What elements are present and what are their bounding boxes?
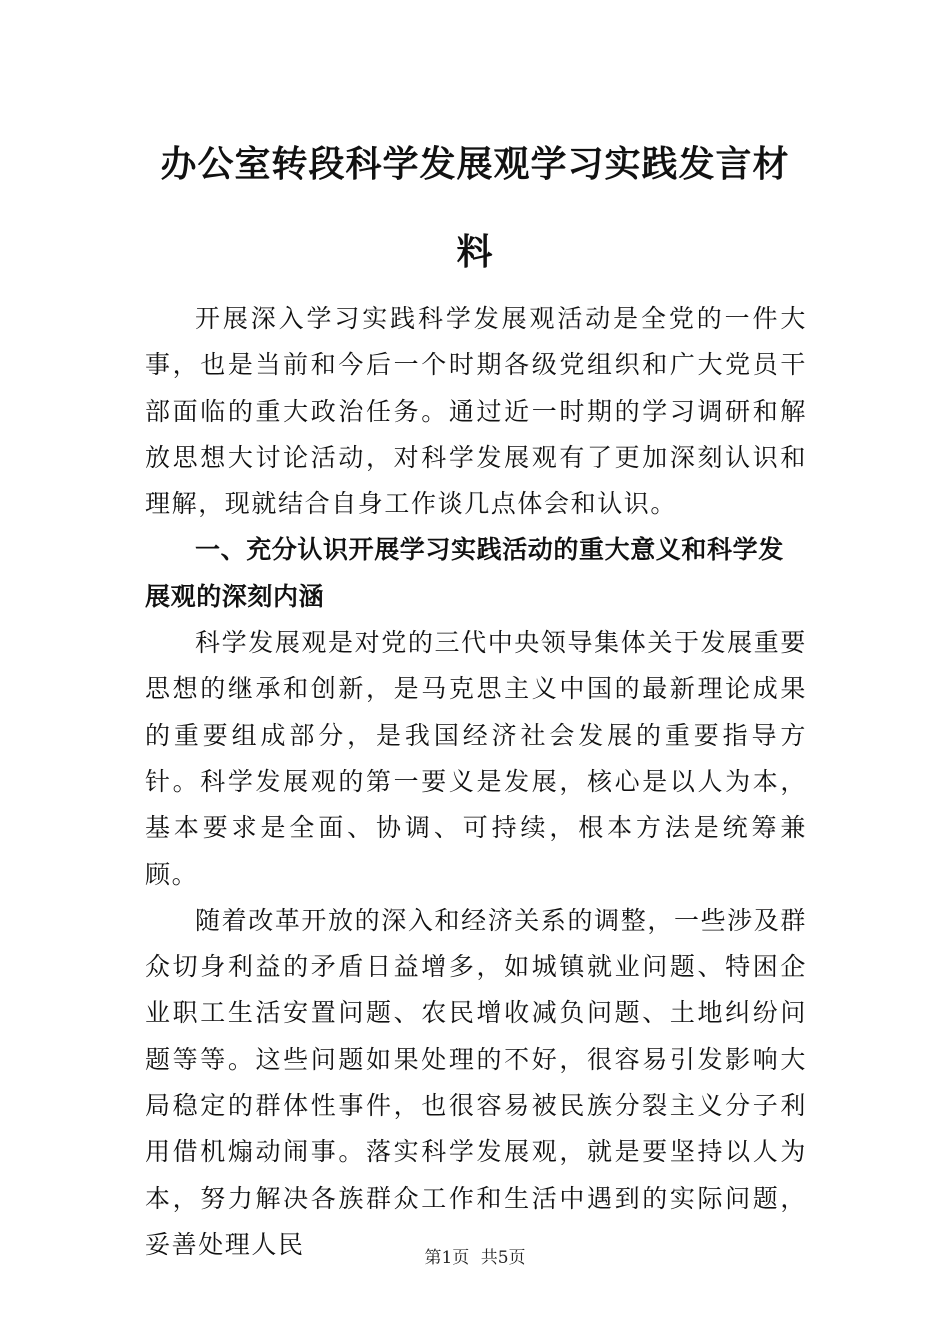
intro-paragraph: 开展深入学习实践科学发展观活动是全党的一件大事，也是当前和今后一个时期各级党组织和广大党员干部面临的重大政治任务。通过近一时期的学习调研和解放思想大讨论活动，对科学发展观有了更加深刻认识和理解，现就结合自身工作谈几点体会和认识。 [145, 304, 807, 519]
page-total: 共5页 [480, 1248, 526, 1268]
page-number: 第1页 [424, 1248, 470, 1268]
document-body [145, 296, 807, 1268]
document-title-line-2: 料 [456, 231, 494, 273]
section-1-heading: 一、充分认识开展学习实践活动的重大意义和科学发展观的深刻内涵 [145, 535, 784, 611]
document-title-line-1: 办公室转段科学发展观学习实践发言材 [160, 143, 790, 185]
page-footer [0, 1243, 950, 1268]
section-1-paragraph-1: 科学发展观是对党的三代中央领导集体关于发展重要思想的继承和创新，是马克思主义中国的最新理论成果的重要组成部分，是我国经济社会发展的重要指导方针。科学发展观的第一要义是发展，核心是以人为本，基本要求是全面、协调、可持续，根本方法是统筹兼顾。 [145, 628, 807, 889]
section-1-paragraph-2: 随着改革开放的深入和经济关系的调整，一些涉及群众切身利益的矛盾日益增多，如城镇就业问题、特困企业职工生活安置问题、农民增收减负问题、土地纠纷问题等等。这些问题如果处理的不好，很容易引发影响大局稳定的群体性事件，也很容易被民族分裂主义分子利用借机煽动闹事。落实科学发展观，就是要坚持以人为本，努力解决各族群众工作和生活中遇到的实际问题，妥善处理人民 [145, 905, 807, 1259]
